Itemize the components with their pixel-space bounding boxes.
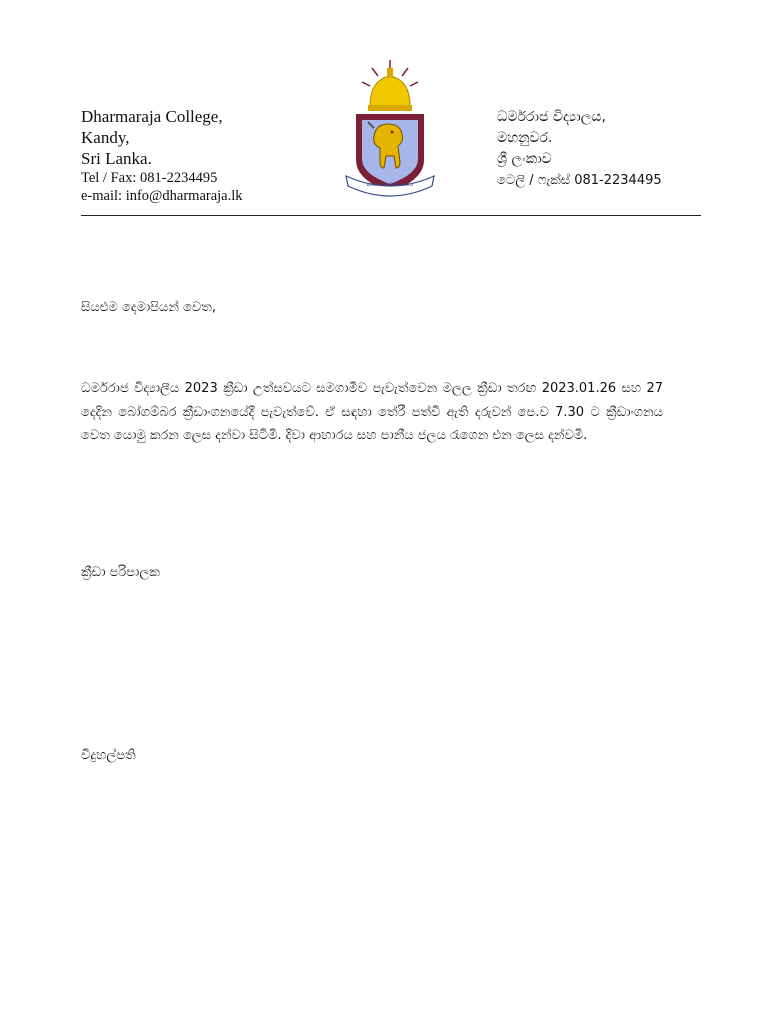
letterhead-english: [81, 106, 243, 205]
email-en: e-mail: info@dharmaraja.lk: [81, 188, 243, 204]
college-name-si: ධර්මරාජ විද්‍යාලය,: [497, 109, 606, 125]
country-en: Sri Lanka.: [81, 149, 152, 168]
header-divider: [81, 215, 701, 216]
letter-body: ධර්මරාජ විද්‍යාලීය 2023 ක්‍රීඩා උත්සවයට සමගාමීව පැවැත්වෙන මලල ක්‍රීඩා තරඟ 2023.01.26 සහ 27 දෙදින බෝගම්බර ක්‍රීඩාංගනයේදී පැවැත්වේ. ඒ සඳහා තේරී පත්වී ඇති දරුවන් පෙ.ව 7.30 ට ක්‍රීඩාංගනය වෙත යොමු කරන ලෙස දන්වා සිටිමි. දිවා ආහාරය සහ පානීය ජලය රැගෙන එන ලෙස දන්වමි.: [81, 381, 663, 443]
tel-fax-en: Tel / Fax: 081-2234495: [81, 170, 218, 186]
crest-emblem-icon: [342, 58, 438, 200]
city-si: මහනුවර.: [497, 130, 553, 146]
signature-principal: විදුහල්පති: [81, 748, 136, 763]
college-name-en: Dharmaraja College,: [81, 107, 223, 126]
tel-fax-si: ටෙලි / ෆැක්ස් 081-2234495: [497, 173, 662, 188]
salutation: සියළුම දෙමාපියන් වෙත,: [81, 300, 216, 315]
college-crest: [342, 58, 438, 200]
letterhead-sinhala: [497, 107, 662, 190]
crest-motto: ආත්මා හි ආත්මනෝ නාථෝ: [366, 182, 414, 187]
country-si: ශ්‍රී ලංකාව: [497, 151, 552, 167]
signature-sports-administrator: ක්‍රීඩා පරිපාලක: [81, 565, 160, 580]
city-en: Kandy,: [81, 128, 130, 147]
